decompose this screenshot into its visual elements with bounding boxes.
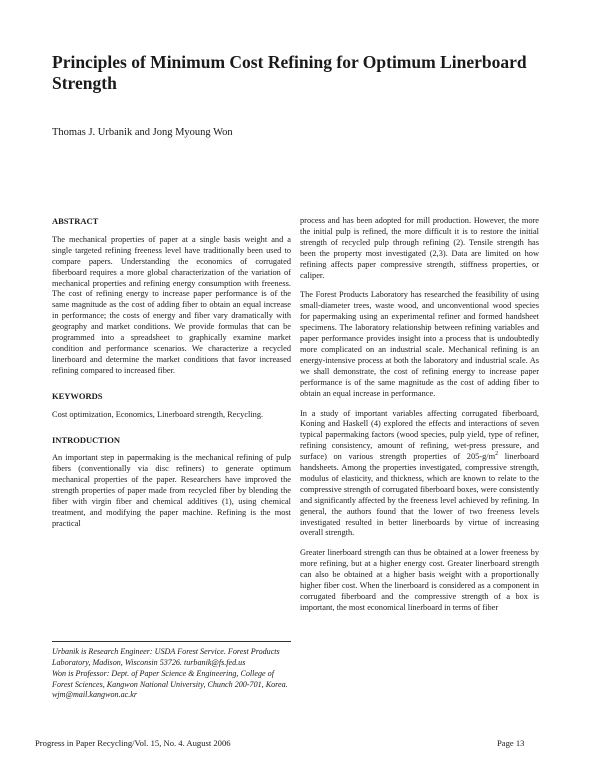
keywords-text: Cost optimization, Economics, Linerboard strength, Recycling. <box>52 409 264 419</box>
introduction-paragraph-1: An important step in papermaking is the mechanical refining of pulp fibers (conventionally via disc refiners) to generate optimum mechanical properties of the paper. Researchers have improved the strength properties of paper made from recycled fiber by blending the fiber with virgin fiber and chemical additives (1), using chemical treatment, and modifying the paper machine. Refining is the most practical <box>52 453 291 528</box>
keywords-heading: KEYWORDS <box>52 390 103 401</box>
paper-title: Principles of Minimum Cost Refining for Optimum Linerboard Strength <box>52 52 527 93</box>
left-column <box>52 216 291 539</box>
body-paragraph-4: Greater linerboard strength can thus be obtained at a lower freeness by more refining, but at a higher energy cost. Greater linerboard strength can also be obtained at a higher basis weight with a proportionally higher fiber cost. When the linerboard is considered as a component in corrugated fiberboard and the compressive strength of a box is important, the most economical linerboard in terms of fiber <box>300 548 539 612</box>
right-column <box>300 216 539 623</box>
superscript-squared: 2 <box>495 451 499 458</box>
author-line: Thomas J. Urbanik and Jong Myoung Won <box>52 127 233 138</box>
footnote-urbanik: Urbanik is Research Engineer: USDA Forest Service. Forest Products Laboratory, Madison, Wisconsin 53726. turbanik@fs.fed.us <box>52 647 280 667</box>
body-paragraph-1: process and has been adopted for mill production. However, the more the initial pulp is refined, the more difficult it is to restore the initial strength of recycled pulp through refining (2). Tensile strength has been the property most investigated (2,3). Data are limited on how refining affects paper compressive strength, stiffness properties, or caliper. <box>300 216 539 280</box>
body-paragraph-3 <box>300 409 539 540</box>
body-paragraph-3-end: linerboard handsheets. Among the properties investigated, compressive strength, modulus of elasticity, and thickness, which are known to relate to the compressive strength of corrugated fiberboard boxes, were consistently and significantly affected by the freeness level achieved by refining. In general, the authors found that the lower of two freeness levels investigated resulted in better linerboards by virtue of increasing overall strength. <box>300 452 540 538</box>
page-number: Page 13 <box>497 738 525 748</box>
journal-footer: Progress in Paper Recycling/Vol. 15, No. 4. August 2006 <box>35 738 231 748</box>
introduction-heading: INTRODUCTION <box>52 434 121 445</box>
abstract-heading: ABSTRACT <box>52 216 99 226</box>
author-footnote <box>52 641 291 702</box>
body-paragraph-3-start: In a study of important variables affecting corrugated fiberboard, Koning and Haskell (4) explored the effects and interactions of seven typical papermaking factors (wood species, pulp yield, type of refiner, refining consistency, amount of refining, wet-press pressure, and surface) on various strength properties of 205-g/m <box>300 408 539 462</box>
abstract-text: The mechanical properties of paper at a single basis weight and a single targeted refining freeness level have traditionally been used to compare papers. Understanding the economics of corrugated fiberboard requires a more global characterization of the variation of mechanical properties and refining energy consumption with freeness. The cost of refining energy to increase paper performance is of the same magnitude as the cost of adding fiber to obtain an equal increase in performance; the costs of energy and fiber vary dramatically with geography and market conditions. We provide formulas that can be programmed into a spreadsheet to graphically examine market condition and performance scenarios. We characterize a recycled linerboard and determine the market conditions that favor increased refining compared to increased fiber. <box>52 234 291 375</box>
body-paragraph-2: The Forest Products Laboratory has researched the feasibility of using small-diameter trees, waste wood, and unconventional wood species for papermaking using an experimental refiner and formed handsheet specimens. The laboratory relationship between refining variables and paper performance provides insight into a process that is undoubtedly more complicated on an industrial scale. Mechanical refining is an energy-intensive process at both the laboratory and industrial scale. As we shall demonstrate, the cost of refining energy to increase paper performance is of the same magnitude as the cost of adding fiber to obtain an equal increase in performance. <box>300 290 539 398</box>
footnote-won: Won is Professor: Dept. of Paper Science & Engineering, College of Forest Sciences, Kangwon National University, Chunch 200-701, Korea. wjm@mail.kangwon.ac.kr <box>52 669 288 700</box>
